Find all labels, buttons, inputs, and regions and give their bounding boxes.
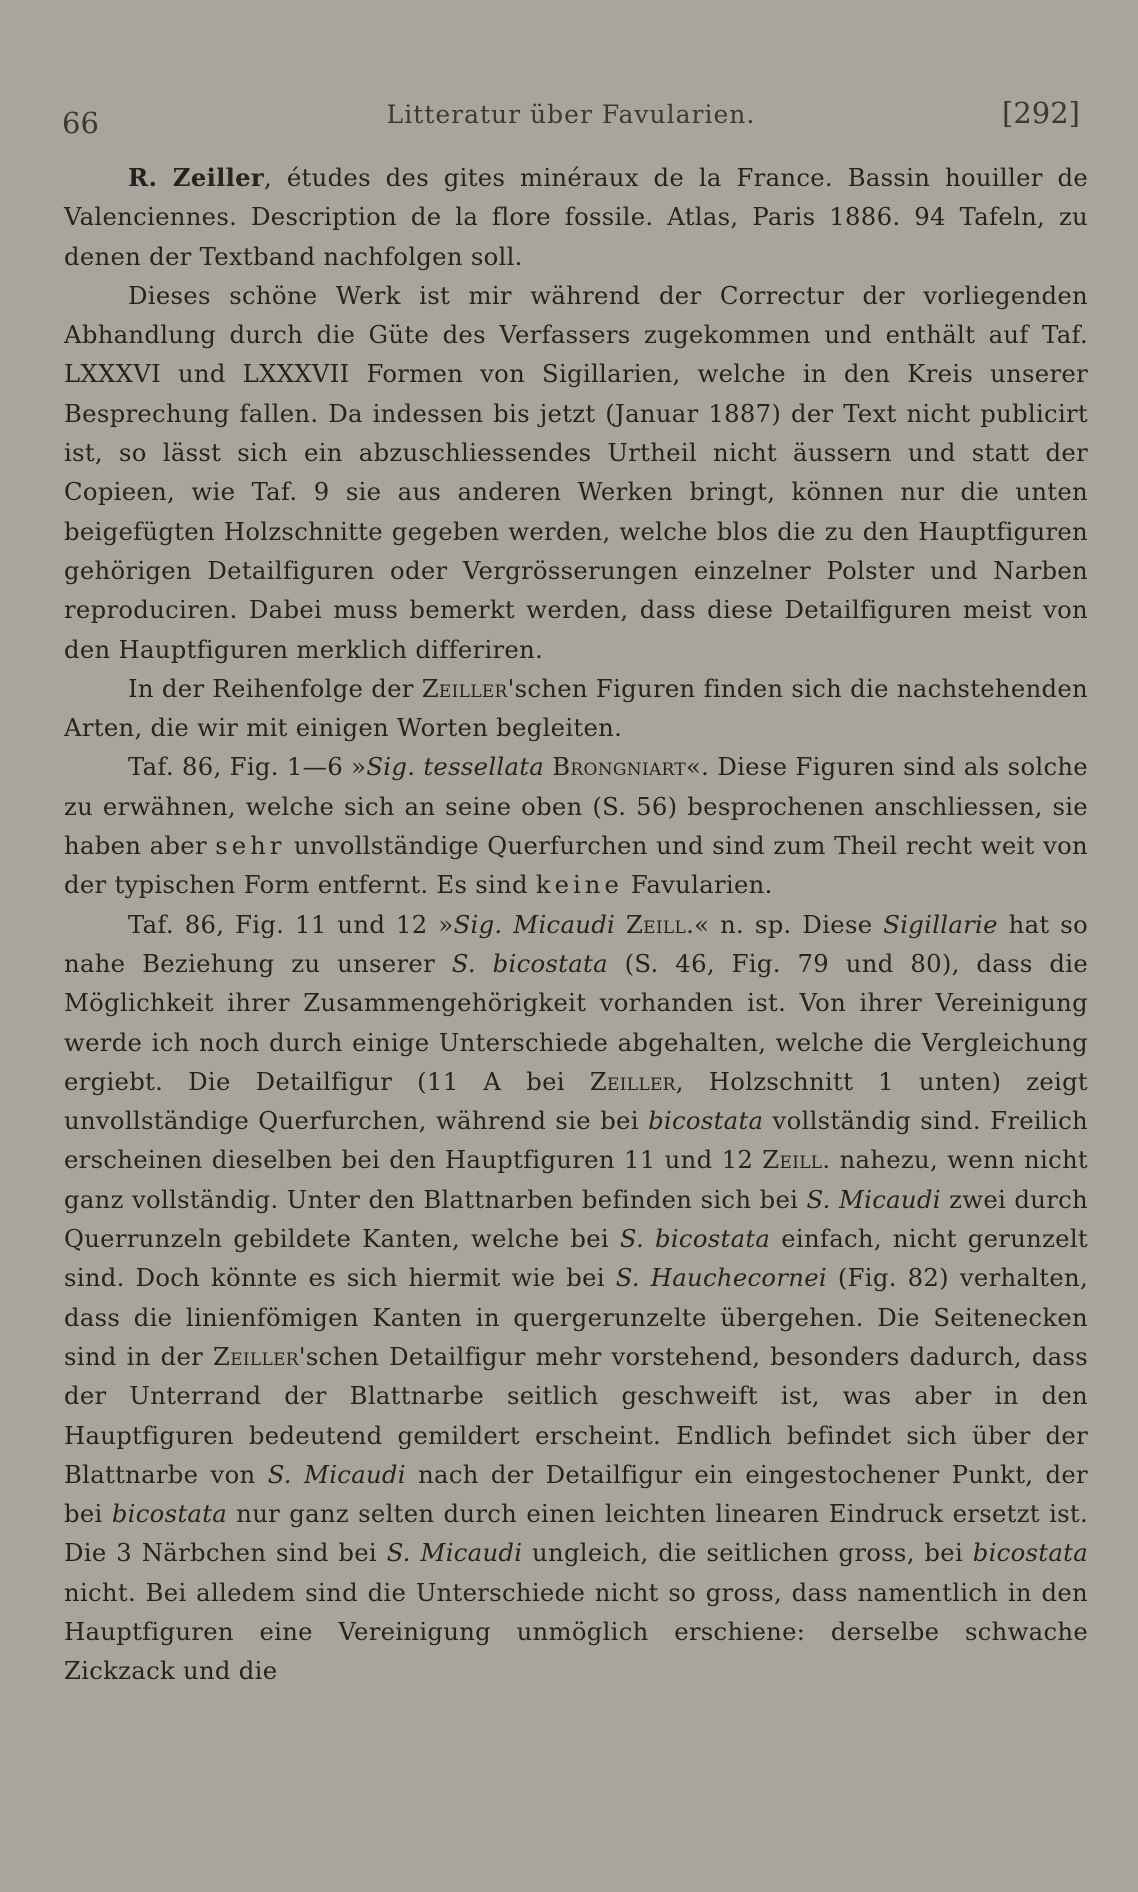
text-segment: Dieses schöne Werk ist mir während der Correctur der vorliegenden Abhandlung durch die Güte des Verfassers zugekommen und enthält auf Taf. LXXXVI und LXXXVII Formen von Sigillarien, welche in den Kreis unserer Besprechung fallen. Da indessen bis jetzt (Januar 1887) der Text nicht publicirt ist, so lässt sich ein abzuschliessendes Urtheil nicht äussern und statt der Copieen, wie Taf. 9 sie aus anderen Werken bringt, können nur die unten beigefügten Holzschnitte gegeben werden, welche blos die zu den Hauptfiguren gehörigen Detailfiguren oder Vergrösserungen einzelner Polster und Narben reproduciren. Dabei muss bemerkt werden, dass diese Detailfiguren meist von den Hauptfiguren merklich differiren. xyxy=(64,280,1088,664)
text-segment: unvollständige Querfurchen und sind zum Theil recht weit von der typischen Form entfernt. Es sind xyxy=(64,831,1088,900)
text-segment: Taf. 86, Fig. 1—6 » xyxy=(128,752,367,782)
text-segment: S. bicostata xyxy=(619,1224,771,1254)
body-text xyxy=(64,158,1088,1691)
text-segment: nach der Detailfigur ein eingestochener Punkt, der bei xyxy=(64,1459,1088,1529)
bracket-page-number: [292] xyxy=(1002,96,1080,130)
text-segment: Zeill. xyxy=(625,909,695,939)
text-segment: sehr xyxy=(215,831,286,861)
text-segment: einfach, nicht gerunzelt sind. Doch könnte es sich hiermit wie bei xyxy=(64,1224,1088,1293)
page-header xyxy=(62,96,1080,140)
text-segment: (Fig. 82) verhalten, dass die linienfömigen Kanten in quergerunzelte übergehen. Die Seitenecken sind in der xyxy=(64,1263,1089,1371)
text-segment: Favularien. xyxy=(622,870,773,900)
text-segment: nicht. Bei alledem sind die Unterschiede nicht so gross, dass namentlich in den Hauptfiguren eine Vereinigung unmöglich erschiene: derselbe schwache Zickzack und die xyxy=(64,1577,1088,1686)
text-segment: « n. sp. Diese xyxy=(694,909,884,939)
text-segment: Brongniart xyxy=(552,752,686,782)
text-segment xyxy=(615,910,626,939)
text-segment: bicostata xyxy=(648,1106,764,1136)
text-segment: 'schen Figuren finden sich die nachstehenden Arten, die wir mit einigen Worten begleiten. xyxy=(64,673,1088,743)
text-segment: vollständig sind. Freilich erscheinen dieselben bei den Hauptfiguren 11 und 12 xyxy=(64,1106,1088,1175)
text-segment: nur ganz selten durch einen leichten linearen Eindruck ersetzt ist. Die 3 Närbchen sind bei xyxy=(64,1499,1088,1568)
text-segment: Zeill. xyxy=(762,1145,831,1175)
paragraph xyxy=(64,905,1088,1691)
text-segment: bicostata xyxy=(972,1538,1088,1568)
text-segment: «. Diese Figuren sind als solche zu erwähnen, welche sich an seine oben (S. 56) besprochenen anschliessen, sie haben aber xyxy=(64,752,1088,861)
text-segment: (S. 46, Fig. 79 und 80), dass die Möglichkeit ihrer Zusammengehörigkeit vorhanden ist. Von ihrer Vereinigung werde ich noch durch einige Unterschiede abgehalten, welche die Vergleichung ergiebt. Die Detailfigur (11 A bei xyxy=(64,948,1088,1096)
text-segment: zwei durch Querrunzeln gebildete Kanten, welche bei xyxy=(64,1184,1088,1254)
text-segment: S. Micaudi xyxy=(806,1184,941,1214)
text-segment: bicostata xyxy=(111,1499,228,1529)
text-segment: nahezu, wenn nicht ganz vollständig. Unter den Blattnarben befinden sich bei xyxy=(64,1145,1088,1214)
text-segment: ungleich, die seitlichen gross, bei xyxy=(522,1538,973,1568)
text-segment: 'schen Detailfigur mehr vorstehend, besonders dadurch, dass der Unterrand der Blattnarbe seitlich geschweift ist, was aber in den Hauptfiguren bedeutend gemildert erscheint. Endlich befindet sich über der Blattnarbe von xyxy=(64,1341,1088,1489)
text-segment: , études des gites minéraux de la France. Bassin houiller de Valenciennes. Description de la flore fossile. Atlas, Paris 1886. 94 Tafeln, zu denen der Textband nachfolgen soll. xyxy=(64,163,1088,271)
paragraph xyxy=(64,669,1088,748)
text-segment: S. bicostata xyxy=(451,948,608,978)
text-segment: hat so nahe Beziehung zu unserer xyxy=(64,909,1088,978)
text-segment: In der Reihenfolge der xyxy=(128,673,422,703)
text-segment: Zeiller xyxy=(421,673,508,703)
text-segment: Zeiller xyxy=(213,1341,299,1371)
running-title: Litteratur über Favularien. xyxy=(386,100,756,129)
text-segment: S. Hauchecornei xyxy=(615,1263,827,1293)
text-segment: Sigillarie xyxy=(883,909,998,939)
text-segment: R. Zeiller xyxy=(128,163,265,192)
paragraph xyxy=(64,158,1088,276)
text-segment: Zeiller xyxy=(589,1066,676,1096)
page-number: 66 xyxy=(62,106,99,140)
text-segment: keine xyxy=(535,870,623,900)
text-segment: , Holzschnitt 1 unten) zeigt unvollständige Querfurchen, während sie bei xyxy=(64,1066,1088,1136)
text-segment: S. Micaudi xyxy=(267,1459,406,1489)
text-segment: Sig. tessellata xyxy=(366,752,545,782)
paragraph xyxy=(64,276,1088,669)
paragraph xyxy=(64,747,1088,904)
text-segment: Sig. Micaudi xyxy=(453,909,616,939)
text-segment: S. Micaudi xyxy=(386,1538,523,1568)
text-segment xyxy=(544,752,552,781)
text-segment: Taf. 86, Fig. 11 und 12 » xyxy=(128,909,454,939)
